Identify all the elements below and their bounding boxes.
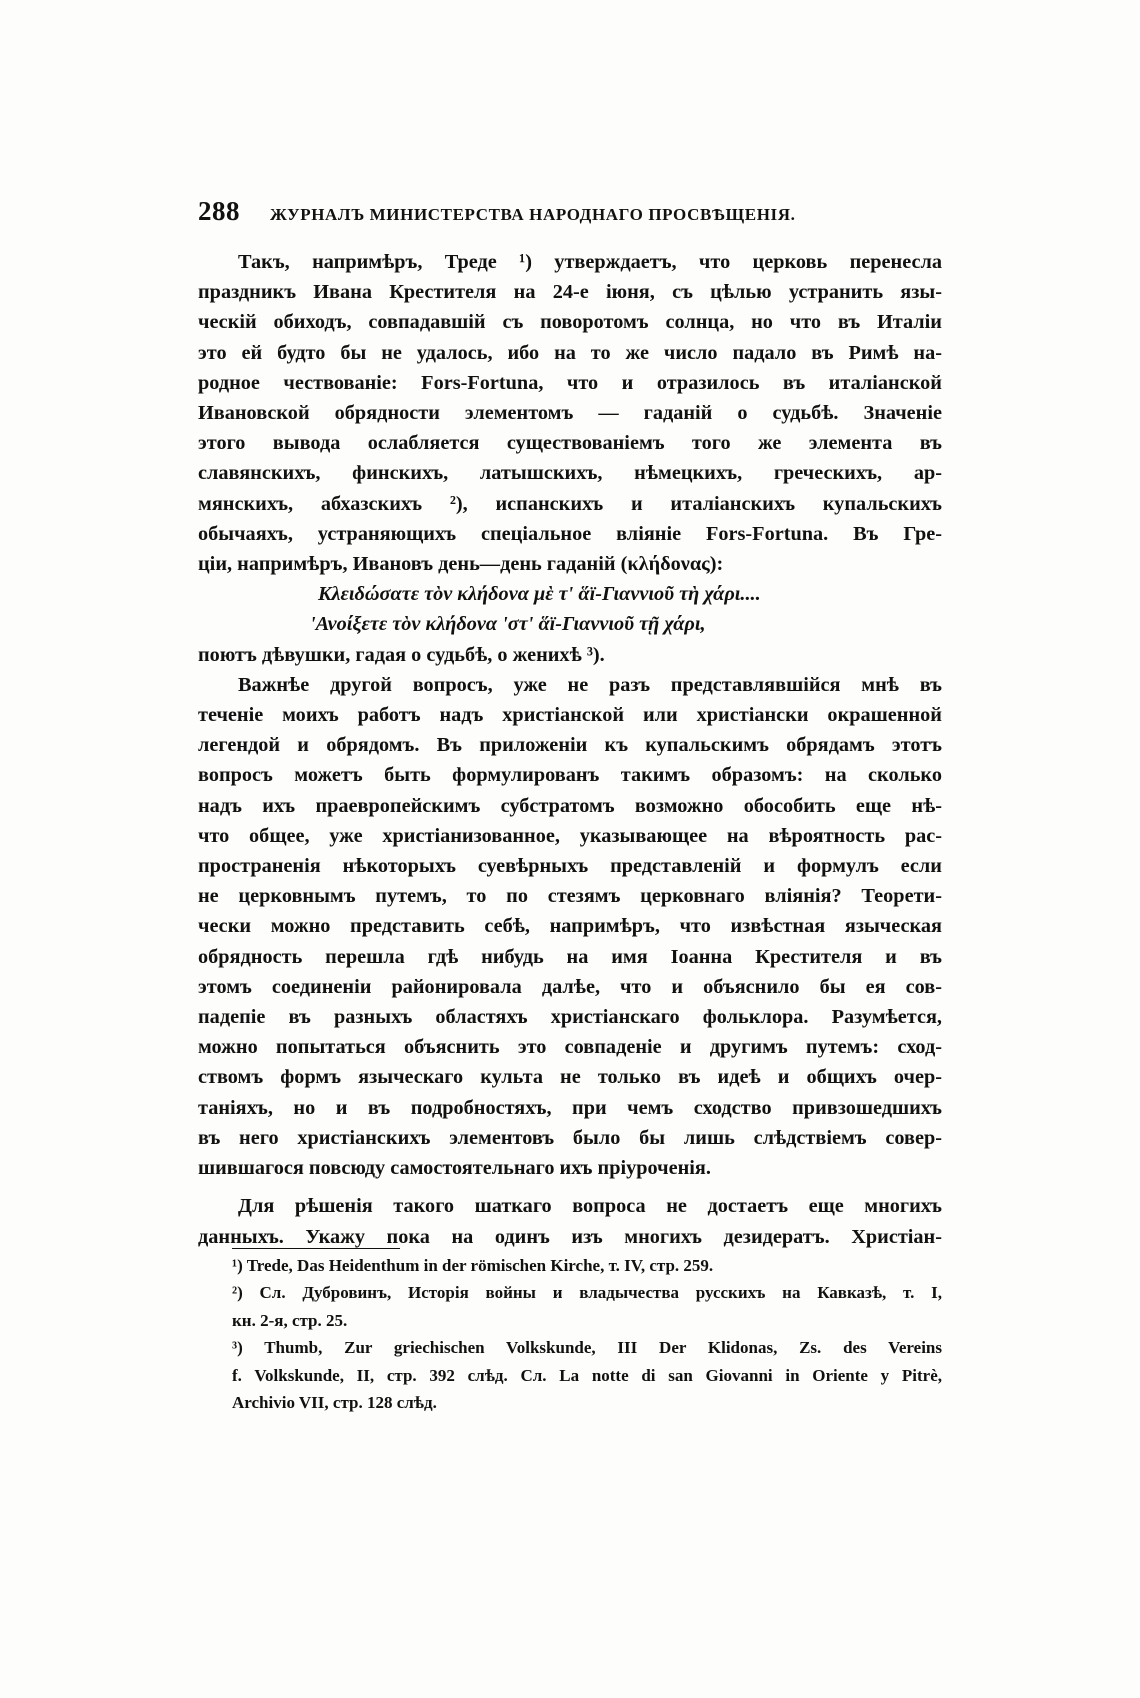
- page-header: [198, 196, 940, 227]
- body-line: обычаяхъ, устраняющихъ спеціальное вліяніе Fors-Fortuna. Въ Гре-: [198, 522, 942, 545]
- body-line: праздникъ Ивана Крестителя на 24-е іюня, съ цѣлью устранить язы-: [198, 281, 942, 304]
- body-line: падепіе въ разныхъ областяхъ христіанскаго фольклора. Разумѣется,: [198, 1006, 942, 1029]
- body-line: это ей будто бы не удалось, ибо на то же число падало въ Римѣ на-: [198, 341, 942, 364]
- page-number: 288: [198, 196, 240, 226]
- body-line: славянскихъ, финскихъ, латышскихъ, нѣмецкихъ, греческихъ, ар-: [198, 462, 942, 485]
- footnote-divider: [232, 1248, 400, 1249]
- body-line: этого вывода ослабляется существованіемъ того же элемента въ: [198, 432, 942, 455]
- body-line: ціи, напримѣръ, Ивановъ день—день гаданій (κλήδονας):: [198, 553, 724, 576]
- main-text: [198, 247, 942, 1252]
- body-line: не церковнымъ путемъ, то по стезямъ церковнаго вліянія? Теорети-: [198, 885, 942, 908]
- body-line: теченіе моихъ работъ надъ христіанской или христіански окрашенной: [198, 704, 942, 727]
- footnote-line: f. Volkskunde, II, стр. 392 слѣд. Сл. La notte di san Giovanni in Oriente y Pitrè,: [232, 1365, 942, 1385]
- body-line: Такъ, напримѣръ, Треде ¹) утверждаетъ, что церковь перенесла: [238, 251, 942, 273]
- body-line: Ивановской обрядности элементомъ — гаданій о судьбѣ. Значеніе: [198, 402, 942, 425]
- footnote-line: ¹) Trede, Das Heidenthum in der römischen Kirche, т. IV, стр. 259.: [232, 1256, 714, 1275]
- footnote-line: Archivio VII, стр. 128 слѣд.: [232, 1393, 437, 1413]
- body-line: обрядность перешла гдѣ нибудь на имя Іоанна Крестителя и въ: [198, 945, 942, 968]
- body-line: что общее, уже христіанизованное, указывающее на вѣроятность рас-: [198, 824, 942, 847]
- paragraph-gap: [198, 1183, 942, 1191]
- body-line: поютъ дѣвушки, гадая о судьбѣ, о женихѣ ³).: [198, 643, 605, 666]
- verse-line: Κλειδώσατε τὸν κλήδονα μὲ τ' ἅϊ-Γιαννιοῦ τὴ χάρι....: [318, 583, 761, 606]
- footnote-line: кн. 2-я, стр. 25.: [232, 1310, 348, 1330]
- body-line: шившагося повсюду самостоятельнаго ихъ пріуроченія.: [198, 1157, 711, 1180]
- body-line: надъ ихъ праевропейскимъ субстратомъ возможно обособить еще нѣ-: [198, 794, 942, 817]
- body-line: ческій обиходъ, совпадавшій съ поворотомъ солнца, но что въ Италіи: [198, 311, 942, 334]
- body-line: вопросъ можетъ быть формулированъ такимъ образомъ: на сколько: [198, 764, 942, 787]
- body-line: пространенія нѣкоторыхъ суевѣрныхъ представленій и формулъ если: [198, 855, 942, 878]
- body-line: въ него христіанскихъ элементовъ было бы лишь слѣдствіемъ совер-: [198, 1126, 942, 1149]
- body-line: Важнѣе другой вопросъ, уже не разъ представлявшійся мнѣ въ: [238, 673, 942, 696]
- body-line: ствомъ формъ языческаго культа не только въ идеѣ и общихъ очер-: [198, 1066, 942, 1089]
- running-title: ЖУРНАЛЪ МИНИСТЕРСТВА НАРОДНАГО ПРОСВѢЩЕНІЯ.: [270, 205, 796, 224]
- body-line: легендой и обрядомъ. Въ приложеніи къ купальскимъ обрядамъ этотъ: [198, 734, 942, 757]
- body-line: родное чествованіе: Fors-Fortuna, что и отразилось въ италіанской: [198, 371, 942, 394]
- body-line: таніяхъ, но и въ подробностяхъ, при чемъ сходство привзошедшихъ: [198, 1096, 942, 1119]
- body-line: можно попытаться объяснить это совпаденіе и другимъ путемъ: сход-: [198, 1036, 942, 1059]
- body-line: мянскихъ, абхазскихъ ²), испанскихъ и италіанскихъ купальскихъ: [198, 492, 942, 515]
- verse-line: 'Ανοίξετε τὸν κλήδονα 'στ' ἅϊ-Γιαννιοῦ τῇ χάρι,: [310, 613, 706, 636]
- body-line: чески можно представить себѣ, напримѣръ, что извѣстная языческая: [198, 915, 942, 938]
- footnote-line: ³) Thumb, Zur griechischen Volkskunde, III Der Klidonas, Zs. des Vereins: [232, 1338, 942, 1358]
- footnote-line: ²) Сл. Дубровинъ, Исторія войны и владычества русскихъ на Кавказѣ, т. I,: [232, 1283, 942, 1303]
- footnotes: [232, 1252, 942, 1416]
- body-line: данныхъ. Укажу пока на одинъ изъ многихъ дезидератъ. Христіан-: [198, 1225, 942, 1248]
- body-line: Для рѣшенія такого шаткаго вопроса не достаетъ еще многихъ: [238, 1195, 942, 1218]
- body-line: этомъ соединеніи районировала далѣе, что и объяснило бы ея сов-: [198, 975, 942, 998]
